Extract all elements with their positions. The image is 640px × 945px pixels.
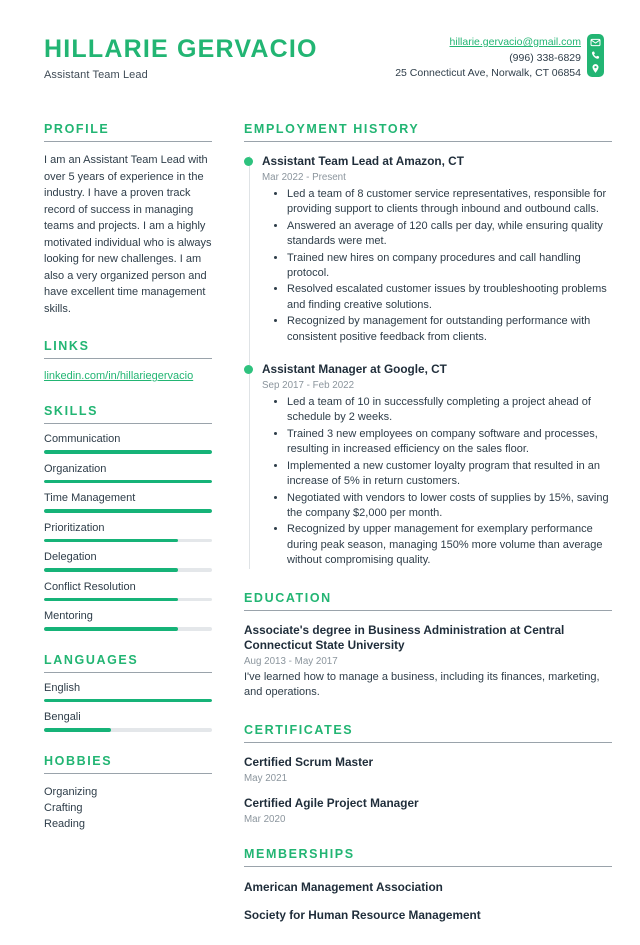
list-item: Crafting <box>44 801 83 814</box>
candidate-job-title: Assistant Team Lead <box>44 68 148 81</box>
skill-meter-fill <box>44 598 178 602</box>
main-column <box>224 122 612 945</box>
education-title: Associate's degree in Business Administration at Central Connecticut State University <box>244 622 565 652</box>
sidebar-column <box>28 122 224 945</box>
skill-label: Mentoring <box>44 610 93 622</box>
membership-title: American Management Association <box>244 879 443 894</box>
timeline-dot-icon <box>244 157 253 166</box>
skill-meter-fill <box>44 509 212 513</box>
contact-email[interactable]: hillarie.gervacio@gmail.com <box>449 36 581 48</box>
job-title: Assistant Manager at Google, CT <box>262 362 447 377</box>
section-rule <box>244 141 612 142</box>
section-rule <box>244 610 612 611</box>
section-rule <box>244 866 612 867</box>
language-meter-fill <box>44 699 212 703</box>
skill-meter-fill <box>44 480 212 484</box>
contact-phone: (996) 338-6829 <box>509 51 581 64</box>
language-label: Bengali <box>44 711 81 723</box>
list-item: • Answered an average of 120 calls per day, while ensuring quality standards were met. <box>287 219 612 250</box>
section-rule <box>44 773 212 774</box>
contact-address: 25 Connecticut Ave, Norwalk, CT 06854 <box>395 67 581 79</box>
certificate-entry <box>244 755 612 784</box>
section-heading-skills: SKILLS <box>44 404 99 418</box>
list-item <box>44 463 212 484</box>
job-date: Sep 2017 - Feb 2022 <box>262 380 355 392</box>
certificate-date: May 2021 <box>244 772 288 784</box>
skill-label: Conflict Resolution <box>44 580 136 593</box>
contact-icon-rail <box>587 34 604 77</box>
profile-text: I am an Assistant Team Lead with over 5 years of experience in the industry. I have a proven track record of success in managing teams and projects. I am a highly motivated individual who is always looking for new challenges. I am also a very organized person and have excellent time management skills. <box>44 154 212 315</box>
section-heading-hobbies: HOBBIES <box>44 753 113 768</box>
list-item: • Led a team of 10 in successfully completing a project ahead of schedule by 2 weeks. <box>287 395 612 426</box>
languages-list <box>44 682 212 732</box>
skill-meter-track <box>44 539 212 543</box>
resume-header <box>28 34 612 96</box>
list-item: • Trained new hires on company procedures and call handling protocol. <box>287 251 612 282</box>
section-heading-employment: EMPLOYMENT HISTORY <box>244 122 420 136</box>
section-employment-history <box>244 122 612 569</box>
employment-timeline <box>244 154 612 569</box>
skill-label: Delegation <box>44 551 97 563</box>
list-item: • Resolved escalated customer issues by troubleshooting problems and finding creative solutions. <box>287 282 612 313</box>
language-meter-track <box>44 699 212 703</box>
list-item: • Negotiated with vendors to lower costs of supplies by 15%, saving the company $2,000 per month. <box>287 491 612 522</box>
skill-label: Communication <box>44 433 121 445</box>
list-item <box>44 492 212 513</box>
job-entry <box>262 154 612 345</box>
education-date: Aug 2013 - May 2017 <box>244 655 338 667</box>
education-description: I've learned how to manage a business, including its finances, marketing, and operations. <box>244 670 600 699</box>
timeline-dot-icon <box>244 365 253 374</box>
skill-meter-track <box>44 627 212 631</box>
hobbies-list <box>44 784 212 832</box>
certificate-entry <box>244 796 612 825</box>
section-rule <box>44 672 212 673</box>
list-item <box>44 711 212 732</box>
list-item: • Recognized by upper management for exemplary performance during peak season, managing 150% more volume than average without compromising quality. <box>287 522 612 568</box>
skill-label: Organization <box>44 462 107 475</box>
list-item <box>44 581 212 602</box>
section-languages <box>44 653 212 732</box>
section-memberships <box>244 847 612 923</box>
section-heading-profile: PROFILE <box>44 122 110 136</box>
list-item <box>44 610 212 631</box>
list-item <box>44 682 212 703</box>
skill-meter-track <box>44 450 212 454</box>
certificate-date: Mar 2020 <box>244 813 286 825</box>
section-heading-education: EDUCATION <box>244 590 332 605</box>
language-label: English <box>44 681 81 694</box>
section-rule <box>44 423 212 424</box>
job-title: Assistant Team Lead at Amazon, CT <box>262 154 464 168</box>
language-meter-track <box>44 728 212 732</box>
list-item: • Implemented a new customer loyalty program that resulted in an increase of 5% in return customers. <box>287 459 612 490</box>
job-entry <box>262 362 612 568</box>
section-rule <box>44 141 212 142</box>
language-meter-fill <box>44 728 111 732</box>
resume-body <box>28 122 612 945</box>
section-heading-links: LINKS <box>44 339 90 353</box>
list-item <box>44 370 212 382</box>
membership-title: Society for Human Resource Management <box>244 907 481 922</box>
section-skills <box>44 404 212 631</box>
list-item: Reading <box>44 817 85 830</box>
contact-lines <box>395 34 581 82</box>
skill-meter-fill <box>44 450 212 454</box>
education-entry <box>244 623 612 701</box>
envelope-icon <box>590 37 601 48</box>
list-item: • Recognized by management for outstanding performance with consistent positive feedback from clients. <box>287 314 612 345</box>
location-pin-icon <box>590 63 601 74</box>
identity-block <box>44 34 318 81</box>
job-date: Mar 2022 - Present <box>262 172 346 183</box>
contact-block <box>395 34 604 82</box>
section-links <box>44 339 212 382</box>
section-heading-memberships: MEMBERSHIPS <box>244 846 355 861</box>
candidate-name: HILLARIE GERVACIO <box>44 35 318 63</box>
membership-entry <box>244 908 612 923</box>
link-linkedin[interactable]: linkedin.com/in/hillariegervacio <box>44 370 194 382</box>
certificate-title: Certified Scrum Master <box>244 754 374 769</box>
skill-meter-track <box>44 568 212 572</box>
section-profile <box>44 122 212 317</box>
skill-label: Prioritization <box>44 521 105 534</box>
membership-entry <box>244 880 612 895</box>
list-item: • Led a team of 8 customer service representatives, responsible for providing support to clients through inbound and outbound calls. <box>287 187 612 218</box>
list-item <box>44 522 212 543</box>
section-rule <box>244 742 612 743</box>
skill-meter-fill <box>44 568 178 572</box>
skill-meter-fill <box>44 539 178 543</box>
skill-meter-track <box>44 480 212 484</box>
skill-meter-track <box>44 598 212 602</box>
section-certificates <box>244 723 612 825</box>
skills-list <box>44 433 212 631</box>
certificate-title: Certified Agile Project Manager <box>244 795 419 810</box>
section-hobbies <box>44 754 212 832</box>
section-heading-languages: LANGUAGES <box>44 652 139 667</box>
phone-icon <box>590 50 601 61</box>
list-item <box>44 433 212 454</box>
list-item: • Trained 3 new employees on company software and processes, resulting in increased efficiency on the sales floor. <box>287 427 612 458</box>
list-item: Organizing <box>44 785 98 798</box>
section-rule <box>44 358 212 359</box>
job-bullets <box>262 187 612 345</box>
job-bullets <box>262 395 612 568</box>
skill-meter-fill <box>44 627 178 631</box>
contact-email-row <box>395 35 581 51</box>
list-item <box>44 551 212 572</box>
skill-label: Time Management <box>44 492 136 504</box>
section-heading-certificates: CERTIFICATES <box>244 722 354 737</box>
section-education <box>244 591 612 701</box>
skill-meter-track <box>44 509 212 513</box>
